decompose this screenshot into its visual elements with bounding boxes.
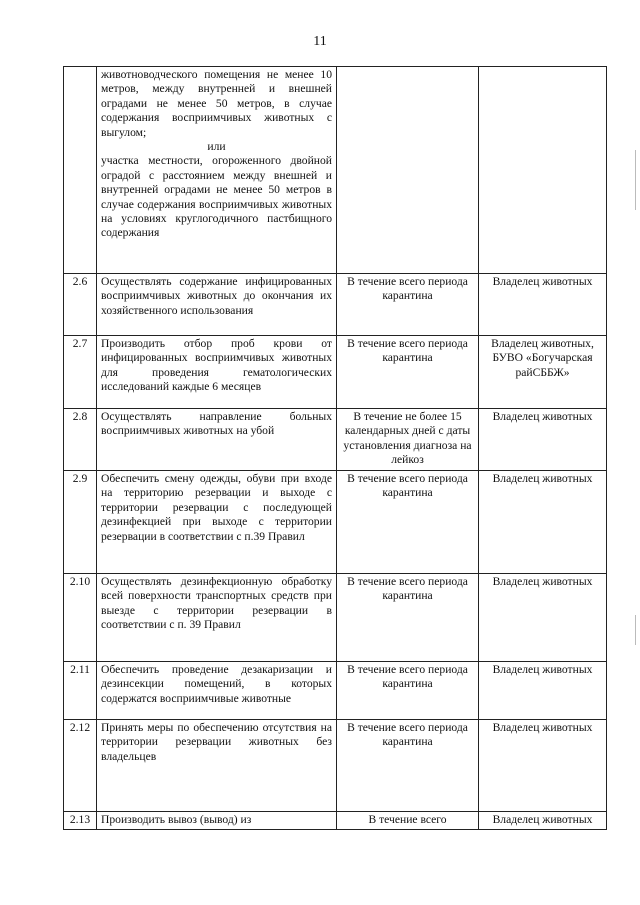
row-action: Обеспечить смену одежды, обуви при входе на территорию резервации и выходе с территории резервации с последующей дезинфекцией при выходе с территории резервации в соответствии с п.39 Правил (97, 471, 337, 574)
row-responsible: Владелец животных (479, 574, 607, 662)
row-term: В течение всего периода карантина (337, 574, 479, 662)
page-number: 11 (313, 34, 327, 49)
row-term: В течение всего периода карантина (337, 471, 479, 574)
row-term (337, 67, 479, 274)
row-responsible (479, 67, 607, 274)
scan-edge-mark (635, 150, 636, 210)
row-number: 2.7 (64, 336, 97, 409)
action-part-or: или (207, 140, 226, 154)
table-row (64, 336, 607, 409)
row-number: 2.6 (64, 274, 97, 336)
row-number: 2.10 (64, 574, 97, 662)
table-row (64, 662, 607, 720)
row-number: 2.13 (64, 812, 97, 830)
table-row (64, 274, 607, 336)
row-responsible: Владелец животных (479, 471, 607, 574)
row-number: 2.11 (64, 662, 97, 720)
row-term: В течение всего периода карантина (337, 336, 479, 409)
row-term: В течение всего периода карантина (337, 662, 479, 720)
scan-edge-mark (635, 615, 636, 645)
row-responsible: Владелец животных (479, 409, 607, 471)
row-action: Обеспечить проведение дезакаризации и дезинсекции помещений, в которых содержатся восприимчивые животные (97, 662, 337, 720)
row-responsible: Владелец животных (479, 812, 607, 830)
row-responsible: Владелец животных (479, 662, 607, 720)
row-number (64, 67, 97, 274)
row-number: 2.12 (64, 720, 97, 812)
table-row-continuation (64, 67, 607, 274)
row-action: Принять меры по обеспечению отсутствия на территории резервации животных без владельцев (97, 720, 337, 812)
row-action: Производить отбор проб крови от инфицированных восприимчивых животных для проведения гематологических исследований каждые 6 месяцев (97, 336, 337, 409)
row-number: 2.8 (64, 409, 97, 471)
row-action: Производить вывоз (вывод) из (97, 812, 337, 830)
row-term: В течение всего (337, 812, 479, 830)
action-part-1: животноводческого помещения не менее 10 метров, между внутренней и внешней оградами не менее 50 метров, в случае содержания восприимчивых животных с выгулом; (101, 68, 332, 139)
row-term: В течение всего периода карантина (337, 720, 479, 812)
row-responsible: Владелец животных (479, 274, 607, 336)
action-part-2: участка местности, огороженного двойной оградой с расстоянием между внешней и внутренней оградами не менее 50 метров в случае содержания восприимчивых животных на условиях круглогодичного пастбищного содержания (101, 154, 332, 240)
row-action: Осуществлять направление больных восприимчивых животных на убой (97, 409, 337, 471)
row-action: Осуществлять содержание инфицированных восприимчивых животных до окончания их хозяйственного использования (97, 274, 337, 336)
row-term: В течение не более 15 календарных дней с даты установления диагноза на лейкоз (337, 409, 479, 471)
row-responsible: Владелец животных (479, 720, 607, 812)
row-responsible: Владелец животных, БУВО «Богучарская райСББЖ» (479, 336, 607, 409)
table-row (64, 409, 607, 471)
table-row (64, 471, 607, 574)
row-number: 2.9 (64, 471, 97, 574)
row-term: В течение всего периода карантина (337, 274, 479, 336)
row-action: Осуществлять дезинфекционную обработку всей поверхности транспортных средств при выезде с территории резервации в соответствии с п. 39 Правил (97, 574, 337, 662)
measures-table (63, 66, 607, 830)
table-row (64, 574, 607, 662)
table-row (64, 720, 607, 812)
table-row (64, 812, 607, 830)
row-action (97, 67, 337, 274)
